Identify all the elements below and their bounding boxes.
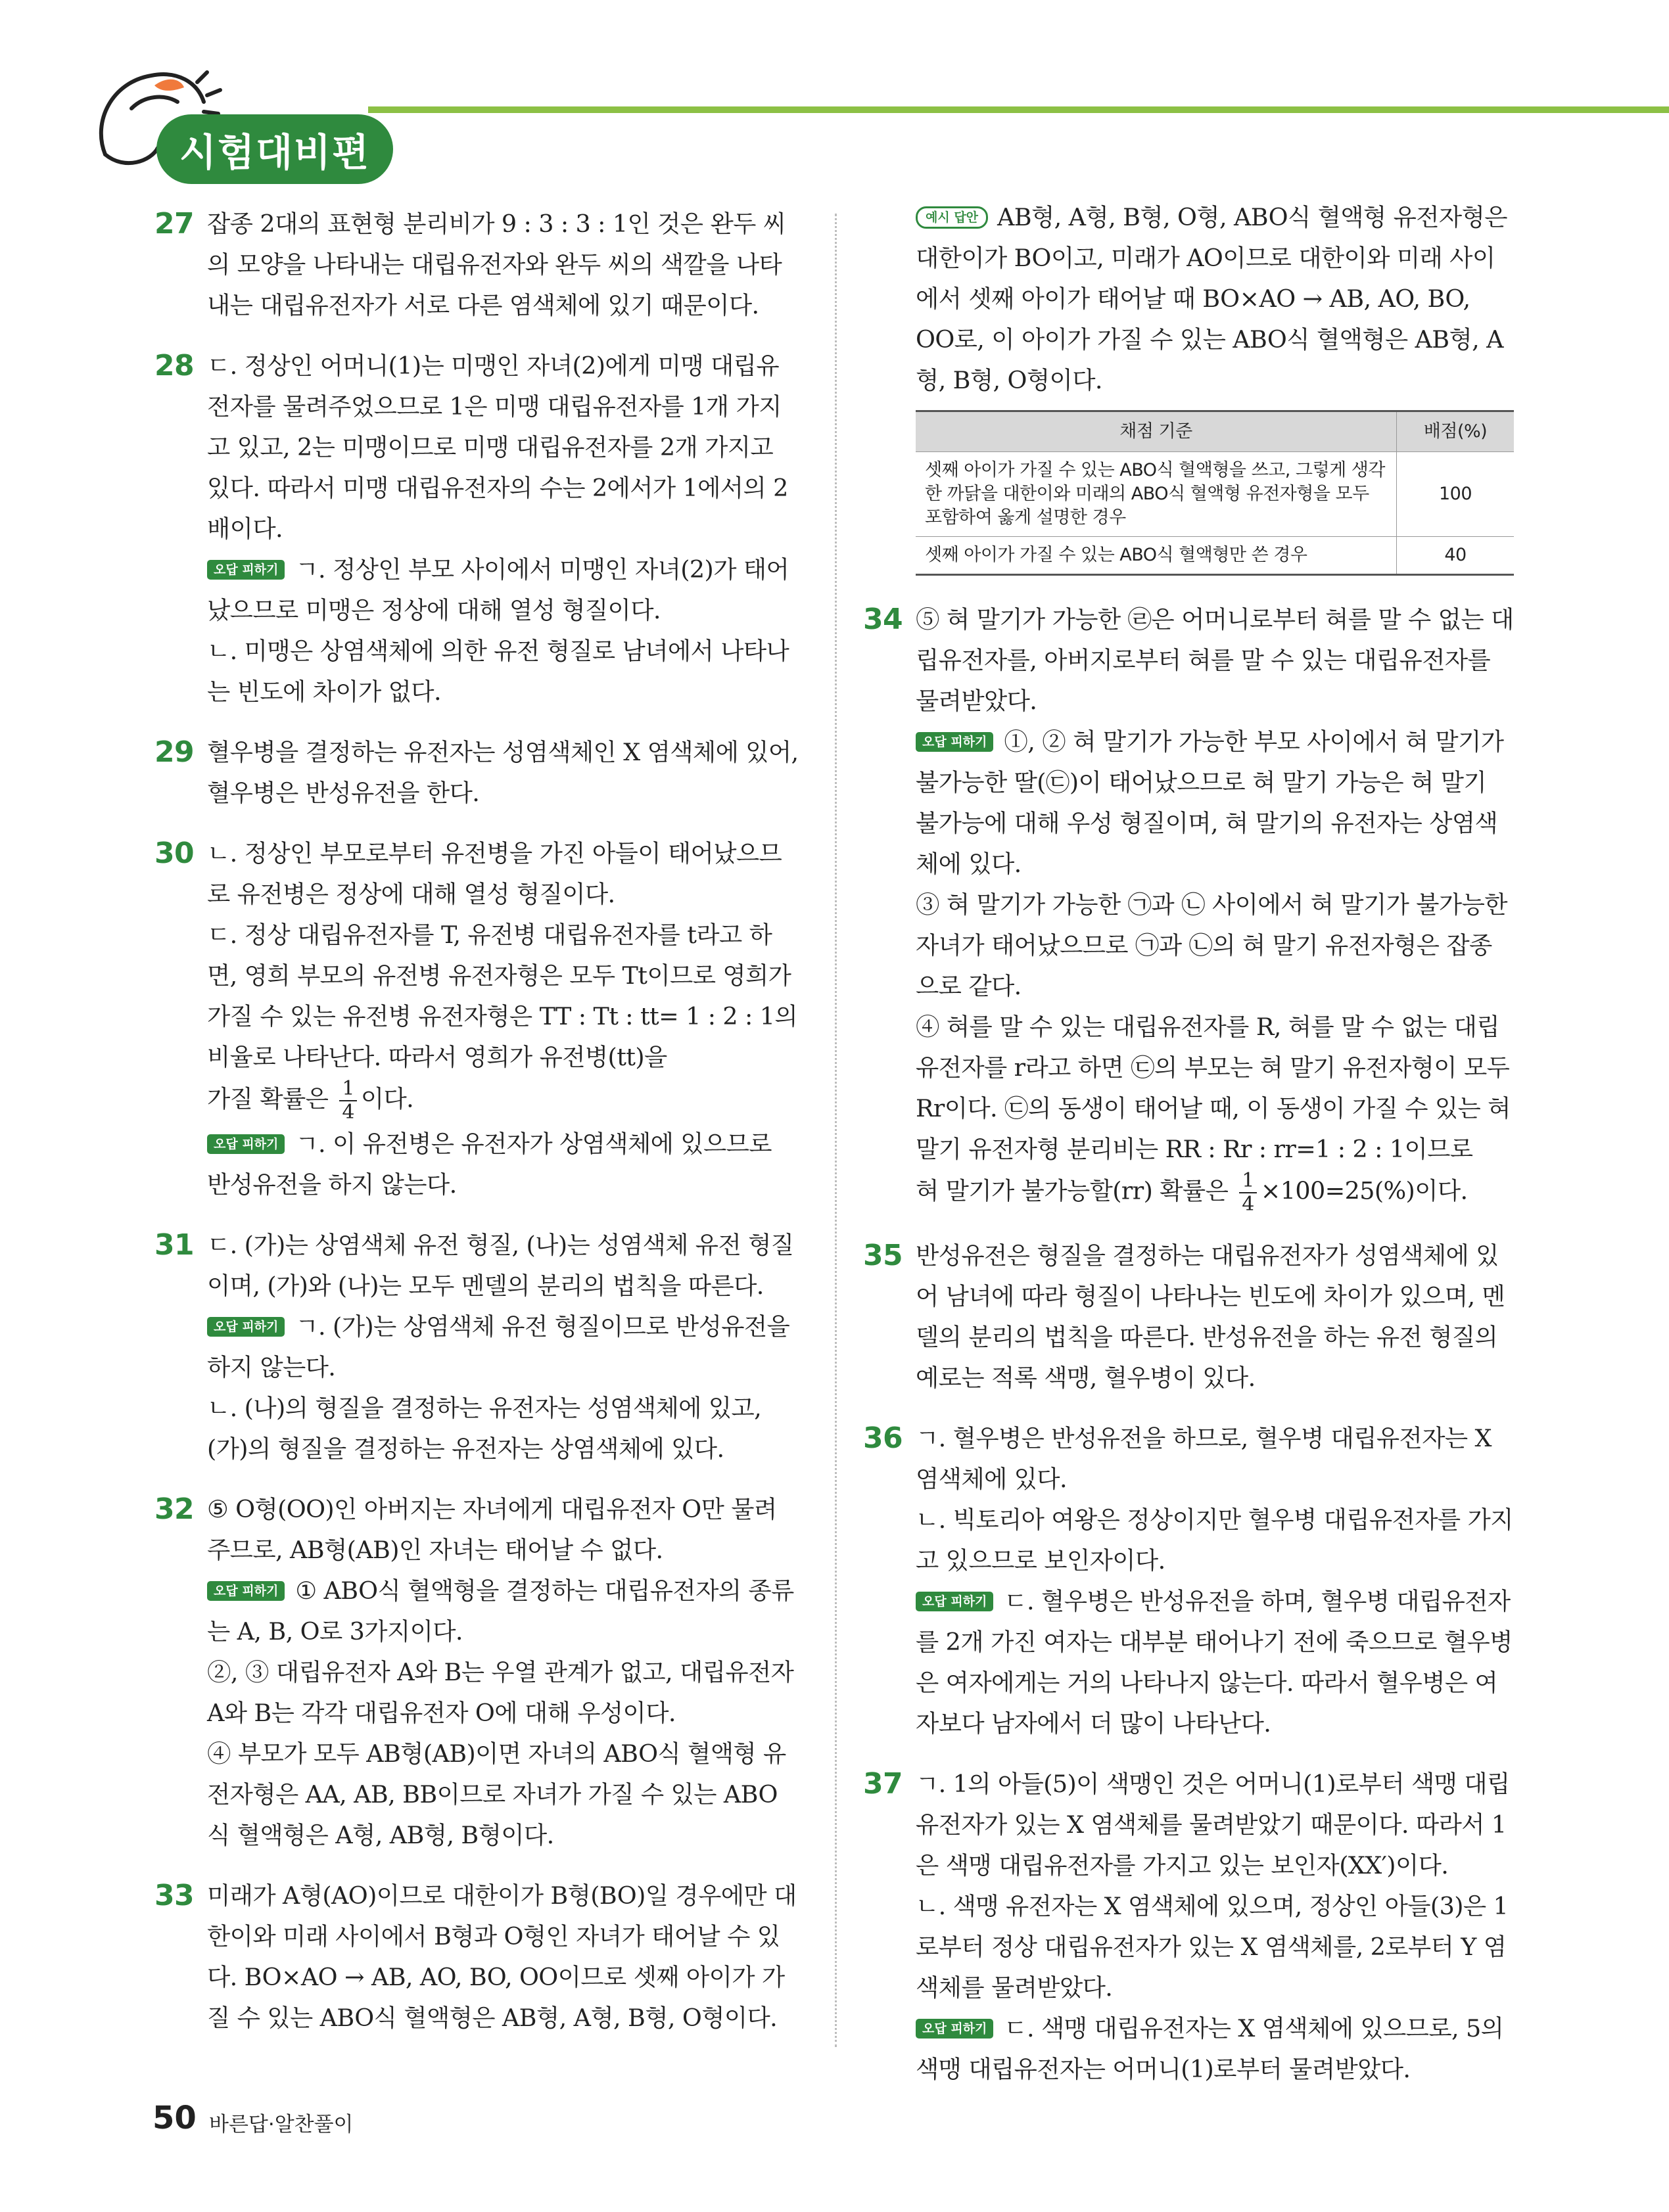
probability-line <box>916 1170 1514 1216</box>
answer-33-example <box>863 197 1514 576</box>
question-number: 33 <box>154 1879 195 1912</box>
wrong-avoid-note <box>207 1571 799 1652</box>
note-text: ㄴ. 미맹은 상염색체에 의한 유전 형질로 남녀에서 나타나는 빈도에 차이가 없다. <box>207 637 789 706</box>
wrong-avoid-note <box>916 722 1514 885</box>
example-text: AB형, A형, B형, O형, ABO식 혈액형 유전자형은 대한이가 BO이고, 미래가 AO이므로 대한이와 미래 사이에서 셋째 아이가 태어날 때 BO×AO → AB, AO, BO, OO로, 이 아이가 가질 수 있는 ABO식 혈액형은 AB형, A형, B형, O형이다. <box>916 203 1507 394</box>
note-text: ④ 혀를 말 수 있는 대립유전자를 R, 혀를 말 수 없는 대립유전자를 r라고 하면 ㉢의 부모는 혀 말기 유전자형이 모두 Rr이다. ㉢의 동생이 태어날 때, 이 동생이 가질 수 있는 혀 말기 유전자형 분리비는 RR : Rr : rr=1 : 2 : 1이므로 <box>916 1013 1511 1163</box>
answer-28 <box>154 346 799 712</box>
question-number: 27 <box>154 207 195 241</box>
wrong-avoid-note <box>916 1581 1514 1744</box>
fraction-denominator: 4 <box>1242 1193 1254 1216</box>
wrong-avoid-note <box>207 1306 799 1388</box>
question-number: 35 <box>863 1239 903 1272</box>
question-number: 28 <box>154 349 195 382</box>
answer-31 <box>154 1225 799 1469</box>
wrong-avoid-tag: 오답 피하기 <box>207 1134 285 1154</box>
wrong-avoid-tag: 오답 피하기 <box>207 560 285 580</box>
question-number: 30 <box>154 837 195 870</box>
answer-text: ㄷ. (가)는 상염색체 유전 형질, (나)는 성염색체 유전 형질이며, (가)와 (나)는 모두 멘델의 분리의 법칙을 따른다. <box>207 1231 794 1300</box>
question-number: 34 <box>863 603 903 636</box>
note-text: ×100=25(%)이다. <box>1260 1176 1468 1205</box>
table-row <box>916 452 1514 537</box>
answer-35 <box>863 1235 1514 1398</box>
answer-text: ⑤ O형(OO)인 아버지는 자녀에게 대립유전자 O만 물려주므로, AB형(AB)인 자녀는 태어날 수 없다. <box>207 1495 777 1564</box>
note-text: ① ABO식 혈액형을 결정하는 대립유전자의 종류는 A, B, O로 3가지이다. <box>207 1577 794 1646</box>
answer-30 <box>154 833 799 1205</box>
table-cell: 셋째 아이가 가질 수 있는 ABO식 혈액형을 쓰고, 그렇게 생각한 까닭을 대한이와 미래의 ABO식 혈액형 유전자형을 모두 포함하여 옳게 설명한 경우 <box>916 452 1397 537</box>
table-cell: 40 <box>1397 537 1515 575</box>
answer-text: ㄱ. 1의 아들(5)이 색맹인 것은 어머니(1)로부터 색맹 대립유전자가 있는 X 염색체를 물려받았기 때문이다. 따라서 1은 색맹 대립유전자를 가지고 있는 보인자(XX′)이다. <box>916 1770 1510 1879</box>
grading-table <box>916 410 1514 576</box>
answer-34 <box>863 599 1514 1216</box>
note-text: ㄱ. (가)는 상염색체 유전 형질이므로 반성유전을 하지 않는다. <box>207 1312 790 1381</box>
table-cell: 셋째 아이가 가질 수 있는 ABO식 혈액형만 쓴 경우 <box>916 537 1397 575</box>
table-row <box>916 537 1514 575</box>
answer-32 <box>154 1489 799 1856</box>
answer-text: 미래가 A형(AO)이므로 대한이가 B형(BO)일 경우에만 대한이와 미래 사이에서 B형과 O형인 자녀가 태어날 수 있다. BO×AO → AB, AO, BO, OO이므로 셋째 아이가 가질 수 있는 ABO식 혈액형은 AB형, A형, B형, O형이다. <box>207 1881 797 2032</box>
column-divider <box>835 214 837 2047</box>
question-number: 32 <box>154 1492 195 1526</box>
header-accent-line <box>368 106 1669 113</box>
wrong-avoid-tag: 오답 피하기 <box>916 732 993 752</box>
note-text: ㄷ. 색맹 대립유전자는 X 염색체에 있으므로, 5의 색맹 대립유전자는 어머니(1)로부터 물려받았다. <box>916 2014 1504 2083</box>
fraction-numerator: 1 <box>339 1078 357 1101</box>
note-text: ③ 혀 말기가 가능한 ㉠과 ㉡ 사이에서 혀 말기가 불가능한 자녀가 태어났으므로 ㉠과 ㉡의 혀 말기 유전자형은 잡종으로 같다. <box>916 890 1507 1000</box>
answer-text: ㄴ. 색맹 유전자는 X 염색체에 있으며, 정상인 아들(3)은 1로부터 정상 대립유전자가 있는 X 염색체를, 2로부터 Y 염색체를 물려받았다. <box>916 1892 1509 2002</box>
answer-36 <box>863 1418 1514 1744</box>
note-text: ㄷ. 혈우병은 반성유전을 하며, 혈우병 대립유전자를 2개 가진 여자는 대부분 태어나기 전에 죽으므로 혈우병은 여자에게는 거의 나타나지 않는다. 따라서 혈우병은 여자보다 남자에서 더 많이 나타난다. <box>916 1587 1513 1738</box>
answer-29 <box>154 732 799 814</box>
note-text: ㄴ. (나)의 형질을 결정하는 유전자는 성염색체에 있고, (가)의 형질을 결정하는 유전자는 상염색체에 있다. <box>207 1394 762 1463</box>
answer-text: 이다. <box>360 1084 414 1113</box>
wrong-avoid-tag: 오답 피하기 <box>916 2019 993 2039</box>
wrong-avoid-tag: 오답 피하기 <box>916 1592 993 1611</box>
example-answer <box>916 197 1514 401</box>
fraction <box>1239 1170 1257 1216</box>
answer-text: ㄴ. 빅토리아 여왕은 정상이지만 혈우병 대립유전자를 가지고 있으므로 보인자이다. <box>916 1506 1513 1575</box>
wrong-avoid-note <box>207 1124 799 1205</box>
wrong-avoid-note <box>916 2008 1514 2090</box>
answer-text: ㄷ. 정상 대립유전자를 T, 유전병 대립유전자를 t라고 하면, 영희 부모의 유전병 유전자형은 모두 Tt이므로 영희가 가질 수 있는 유전병 유전자형은 TT : Tt : tt= 1 : 2 : 1의 비율로 나타난다. 따라서 영희가 유전병(tt)을 <box>207 921 798 1071</box>
answer-text: ⑤ 혀 말기가 가능한 ㉣은 어머니로부터 혀를 말 수 없는 대립유전자를, 아버지로부터 혀를 말 수 있는 대립유전자를 물려받았다. <box>916 605 1514 715</box>
fraction-denominator: 4 <box>342 1101 354 1124</box>
answer-27 <box>154 204 799 326</box>
table-header: 배점(%) <box>1397 411 1515 452</box>
right-column <box>863 197 1514 2109</box>
answer-text: ㄴ. 정상인 부모로부터 유전병을 가진 아들이 태어났으므로 유전병은 정상에 대해 열성 형질이다. <box>207 839 782 908</box>
wrong-avoid-note <box>207 549 799 631</box>
answer-text: ㄷ. 정상인 어머니(1)는 미맹인 자녀(2)에게 미맹 대립유전자를 물려주었으므로 1은 미맹 대립유전자를 1개 가지고 있고, 2는 미맹이므로 미맹 대립유전자를 2개 가지고 있다. 따라서 미맹 대립유전자의 수는 2에서가 1에서의 2배이다. <box>207 352 788 543</box>
answer-text: ㄱ. 혈우병은 반성유전을 하므로, 혈우병 대립유전자는 X 염색체에 있다. <box>916 1424 1492 1493</box>
section-title-badge: 시험대비편 <box>156 114 393 184</box>
probability-line <box>207 1078 799 1124</box>
note-text: ①, ② 혀 말기가 가능한 부모 사이에서 혀 말기가 불가능한 딸(㉢)이 태어났으므로 혀 말기 가능은 혀 말기 불가능에 대해 우성 형질이며, 혀 말기의 유전자는 상염색체에 있다. <box>916 727 1504 878</box>
note-text: ②, ③ 대립유전자 A와 B는 우열 관계가 없고, 대립유전자 A와 B는 각각 대립유전자 O에 대해 우성이다. <box>207 1658 794 1727</box>
answer-text: 잡종 2대의 표현형 분리비가 9 : 3 : 3 : 1인 것은 완두 씨의 모양을 나타내는 대립유전자와 완두 씨의 색깔을 나타내는 대립유전자가 서로 다른 염색체에 있기 때문이다. <box>207 210 786 319</box>
question-number: 37 <box>863 1767 903 1801</box>
table-header: 채점 기준 <box>916 411 1397 452</box>
question-number: 29 <box>154 735 195 769</box>
answer-text: 반성유전은 형질을 결정하는 대립유전자가 성염색체에 있어 남녀에 따라 형질이 나타나는 빈도에 차이가 있으며, 멘델의 분리의 법칙을 따른다. 반성유전을 하는 유전 형질의 예로는 적록 색맹, 혈우병이 있다. <box>916 1241 1505 1392</box>
footer-label: 바른답·알찬풀이 <box>209 2113 354 2136</box>
answer-33 <box>154 1876 799 2039</box>
answer-text: 혈우병을 결정하는 유전자는 성염색체인 X 염색체에 있어, 혈우병은 반성유전을 한다. <box>207 738 799 807</box>
question-number: 31 <box>154 1228 195 1262</box>
page-number: 50 <box>153 2100 197 2136</box>
answer-37 <box>863 1764 1514 2090</box>
left-column <box>154 204 799 2058</box>
note-text: ㄱ. 이 유전병은 유전자가 상염색체에 있으므로 반성유전을 하지 않는다. <box>207 1130 772 1199</box>
answer-text: 가질 확률은 <box>207 1084 329 1113</box>
wrong-avoid-tag: 오답 피하기 <box>207 1317 285 1337</box>
fraction-numerator: 1 <box>1239 1170 1257 1193</box>
question-number: 36 <box>863 1421 903 1455</box>
table-cell: 100 <box>1397 452 1515 537</box>
note-text: ㄱ. 정상인 부모 사이에서 미맹인 자녀(2)가 태어났으므로 미맹은 정상에 대해 열성 형질이다. <box>207 555 789 624</box>
note-text: 혀 말기가 불가능할(rr) 확률은 <box>916 1176 1229 1205</box>
table-header-row <box>916 411 1514 452</box>
fraction <box>339 1078 357 1124</box>
example-answer-tag: 예시 답안 <box>916 206 988 229</box>
wrong-avoid-tag: 오답 피하기 <box>207 1581 285 1601</box>
note-text: ④ 부모가 모두 AB형(AB)이면 자녀의 ABO식 혈액형 유전자형은 AA, AB, BB이므로 자녀가 가질 수 있는 ABO식 혈액형은 A형, AB형, B형이다. <box>207 1740 786 1849</box>
